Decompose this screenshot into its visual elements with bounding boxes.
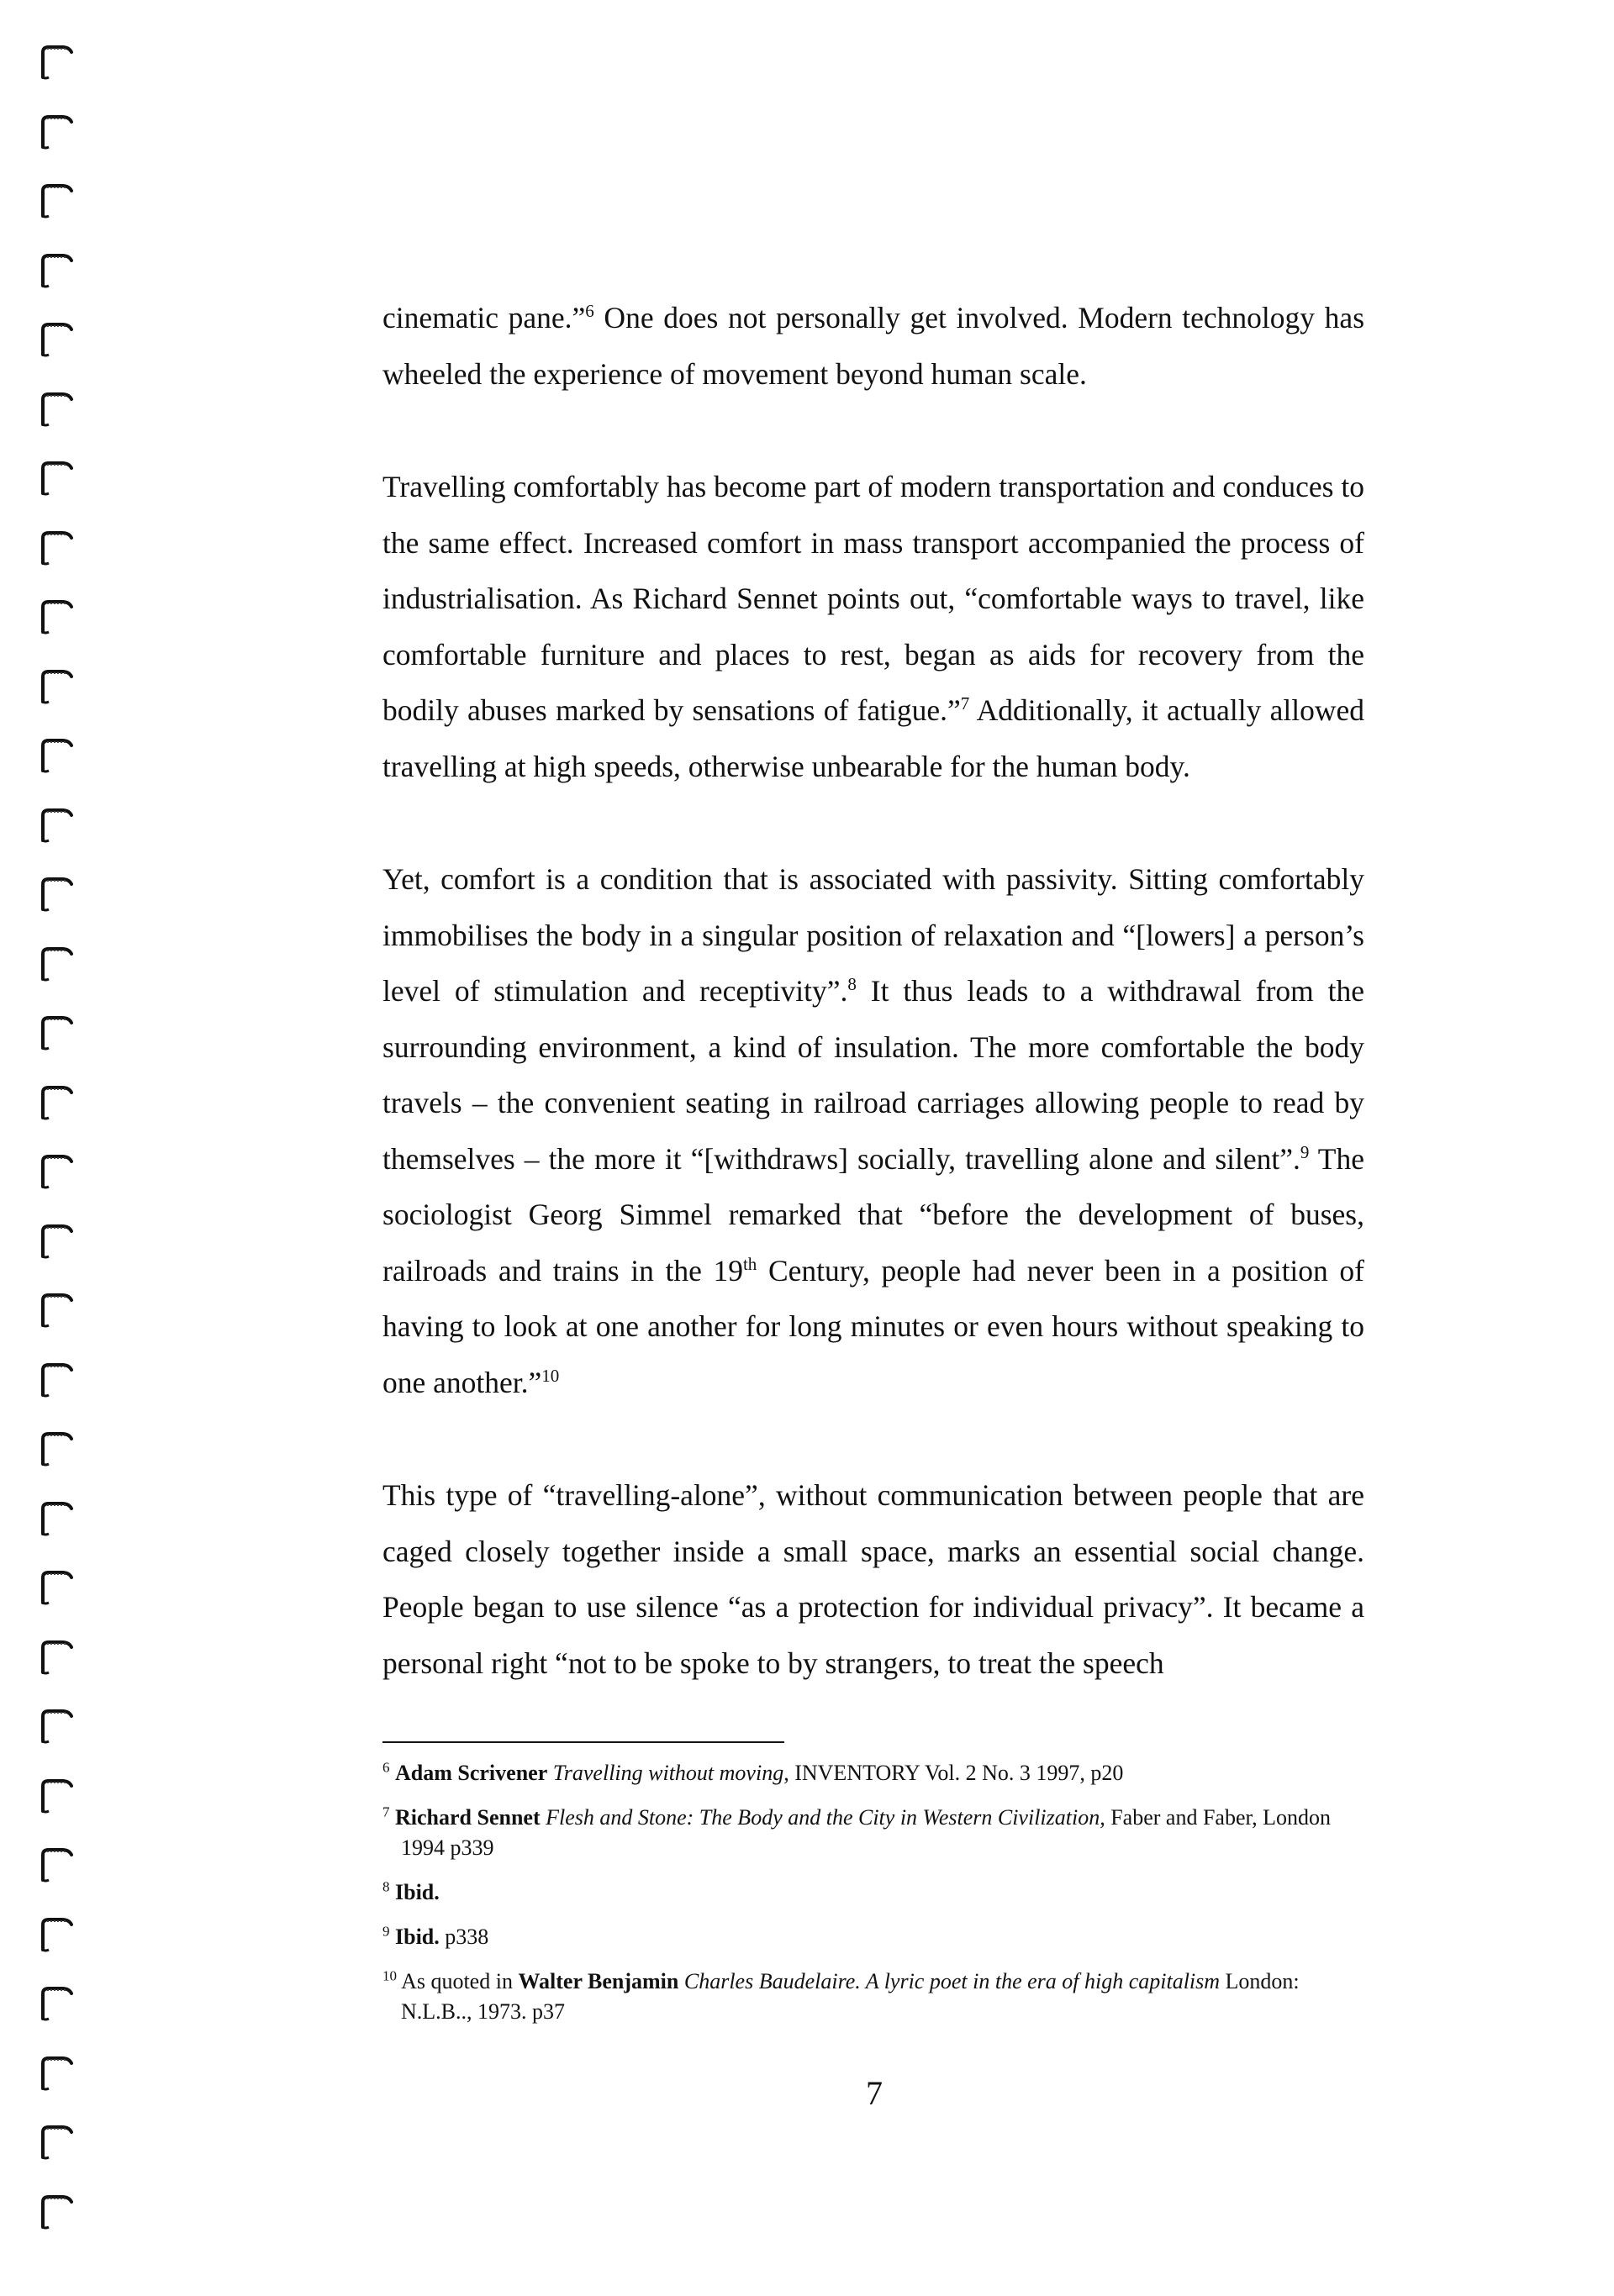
text-run: The sociologist Georg Simmel remarked that “before the development of buses, railroads and trains in the 19 [382,1141,1364,1288]
footnote-marker: 8 [382,1878,390,1895]
binding-ring-icon [39,2124,74,2161]
text-run: Ibid. [395,1880,440,1904]
text-run: Ibid. [395,1925,440,1949]
footnote-marker: 9 [1300,1141,1310,1162]
text-run: This type of “travelling-alone”, without communication between people that are caged closely together inside a small space, marks an essential social change. People began to use silence “as a protection for individual privacy”. It became a personal right “not to be spoke to by strangers, to treat the speech [382,1478,1364,1680]
binding-ring-icon [39,668,74,705]
binding-ring-icon [39,1361,74,1398]
footnote-marker: 7 [960,693,970,714]
binding-ring-icon [39,598,74,635]
page-number: 7 [866,2074,883,2112]
footnote-marker: 6 [382,1759,390,1776]
binding-ring-icon [39,460,74,497]
footnote [382,1803,1364,1863]
text-run: One does not personally get involved. Modern technology has wheeled the experience of movement beyond human scale. [382,301,1365,391]
binding-ring-icon [39,1985,74,2022]
binding-ring-icon [39,1153,74,1190]
text-run: Faber and Faber, London 1994 p339 [401,1805,1331,1860]
text-run: Walter Benjamin [518,1969,679,1993]
binding-ring-icon [39,1777,74,1814]
binding-ring-icon [39,321,74,358]
footnote [382,1877,1364,1908]
binding-ring-icon [39,1846,74,1883]
footnote-marker: 8 [847,974,857,995]
binding-ring-icon [39,807,74,844]
footnote-marker: 7 [382,1804,390,1820]
binding-ring-icon [39,113,74,150]
paragraph [382,851,1364,1410]
binding-ring-icon [39,876,74,913]
binding-ring-icon [39,1084,74,1121]
text-run: Flesh and Stone: The Body and the City in Western Civilization, [546,1805,1105,1830]
binding-ring-icon [39,737,74,774]
binding-ring-icon [39,945,74,982]
body-text [382,290,1364,1748]
binding-ring-icon [39,1708,74,1745]
text-run: Travelling without moving [552,1761,784,1785]
binding-ring-icon [39,44,74,81]
binding-ring-icon [39,1569,74,1606]
footnote-separator [382,1741,784,1743]
binding-ring-icon [39,1639,74,1676]
paragraph [382,1467,1364,1691]
text-run: Century, people had never been in a position of having to look at one another for long minutes or even hours without speaking to one another.” [382,1253,1364,1399]
text-run: Additionally, it actually allowed travelling at high speeds, otherwise unbearable for the human body. [382,693,1364,783]
paragraph [382,459,1364,794]
footnote-marker: 6 [585,301,594,322]
text-run: Richard Sennet [395,1805,541,1830]
text-run: Yet, comfort is a condition that is associated with passivity. Sitting comfortably immobilises the body in a singular position of relaxation and “[lowers] a person’s level of stimulation and receptivity”. [382,862,1364,1008]
text-run: cinematic pane.” [382,301,586,334]
text-run: Charles Baudelaire. A lyric poet in the era of high capitalism [683,1969,1221,1993]
text-run: As quoted in [397,1969,519,1993]
binding-ring-icon [39,1292,74,1329]
spiral-binding [0,0,109,2296]
paragraph [382,290,1364,402]
footnote-marker: th [742,1253,757,1274]
binding-ring-icon [39,2193,74,2230]
text-run: Travelling comfortably has become part of modern transportation and conduces to the same effect. Increased comfort in mass transport accompanied the process of industrialisation. As Richard Sennet points out, “comfortable ways to travel, like comfortable furniture and places to rest, began as aids for recovery from the bodily abuses marked by sensations of fatigue.” [382,470,1364,727]
footnote [382,1967,1364,2027]
binding-ring-icon [39,391,74,428]
footnotes [382,1758,1364,2041]
text-run: Adam Scrivener [395,1761,548,1785]
binding-ring-icon [39,1223,74,1260]
footnote-marker: 10 [541,1365,560,1386]
text-run: London: N.L.B.., 1973. p37 [401,1969,1300,2024]
binding-ring-icon [39,1916,74,1953]
binding-ring-icon [39,182,74,219]
footnote-marker: 10 [382,1967,397,1984]
binding-ring-icon [39,529,74,566]
binding-ring-icon [39,252,74,289]
binding-ring-icon [39,1430,74,1467]
text-run: p338 [439,1925,489,1949]
binding-ring-icon [39,1014,74,1051]
text-run: It thus leads to a withdrawal from the surrounding environment, a kind of insulation. The more comfortable the body travels – the convenient seating in railroad carriages allowing people to read by themselves – the more it “[withdraws] socially, travelling alone and silent”. [382,974,1365,1176]
footnote-marker: 9 [382,1923,390,1940]
footnote [382,1922,1364,1952]
text-run: , INVENTORY Vol. 2 No. 3 1997, p20 [783,1761,1124,1785]
footnote [382,1758,1364,1788]
binding-ring-icon [39,1500,74,1537]
